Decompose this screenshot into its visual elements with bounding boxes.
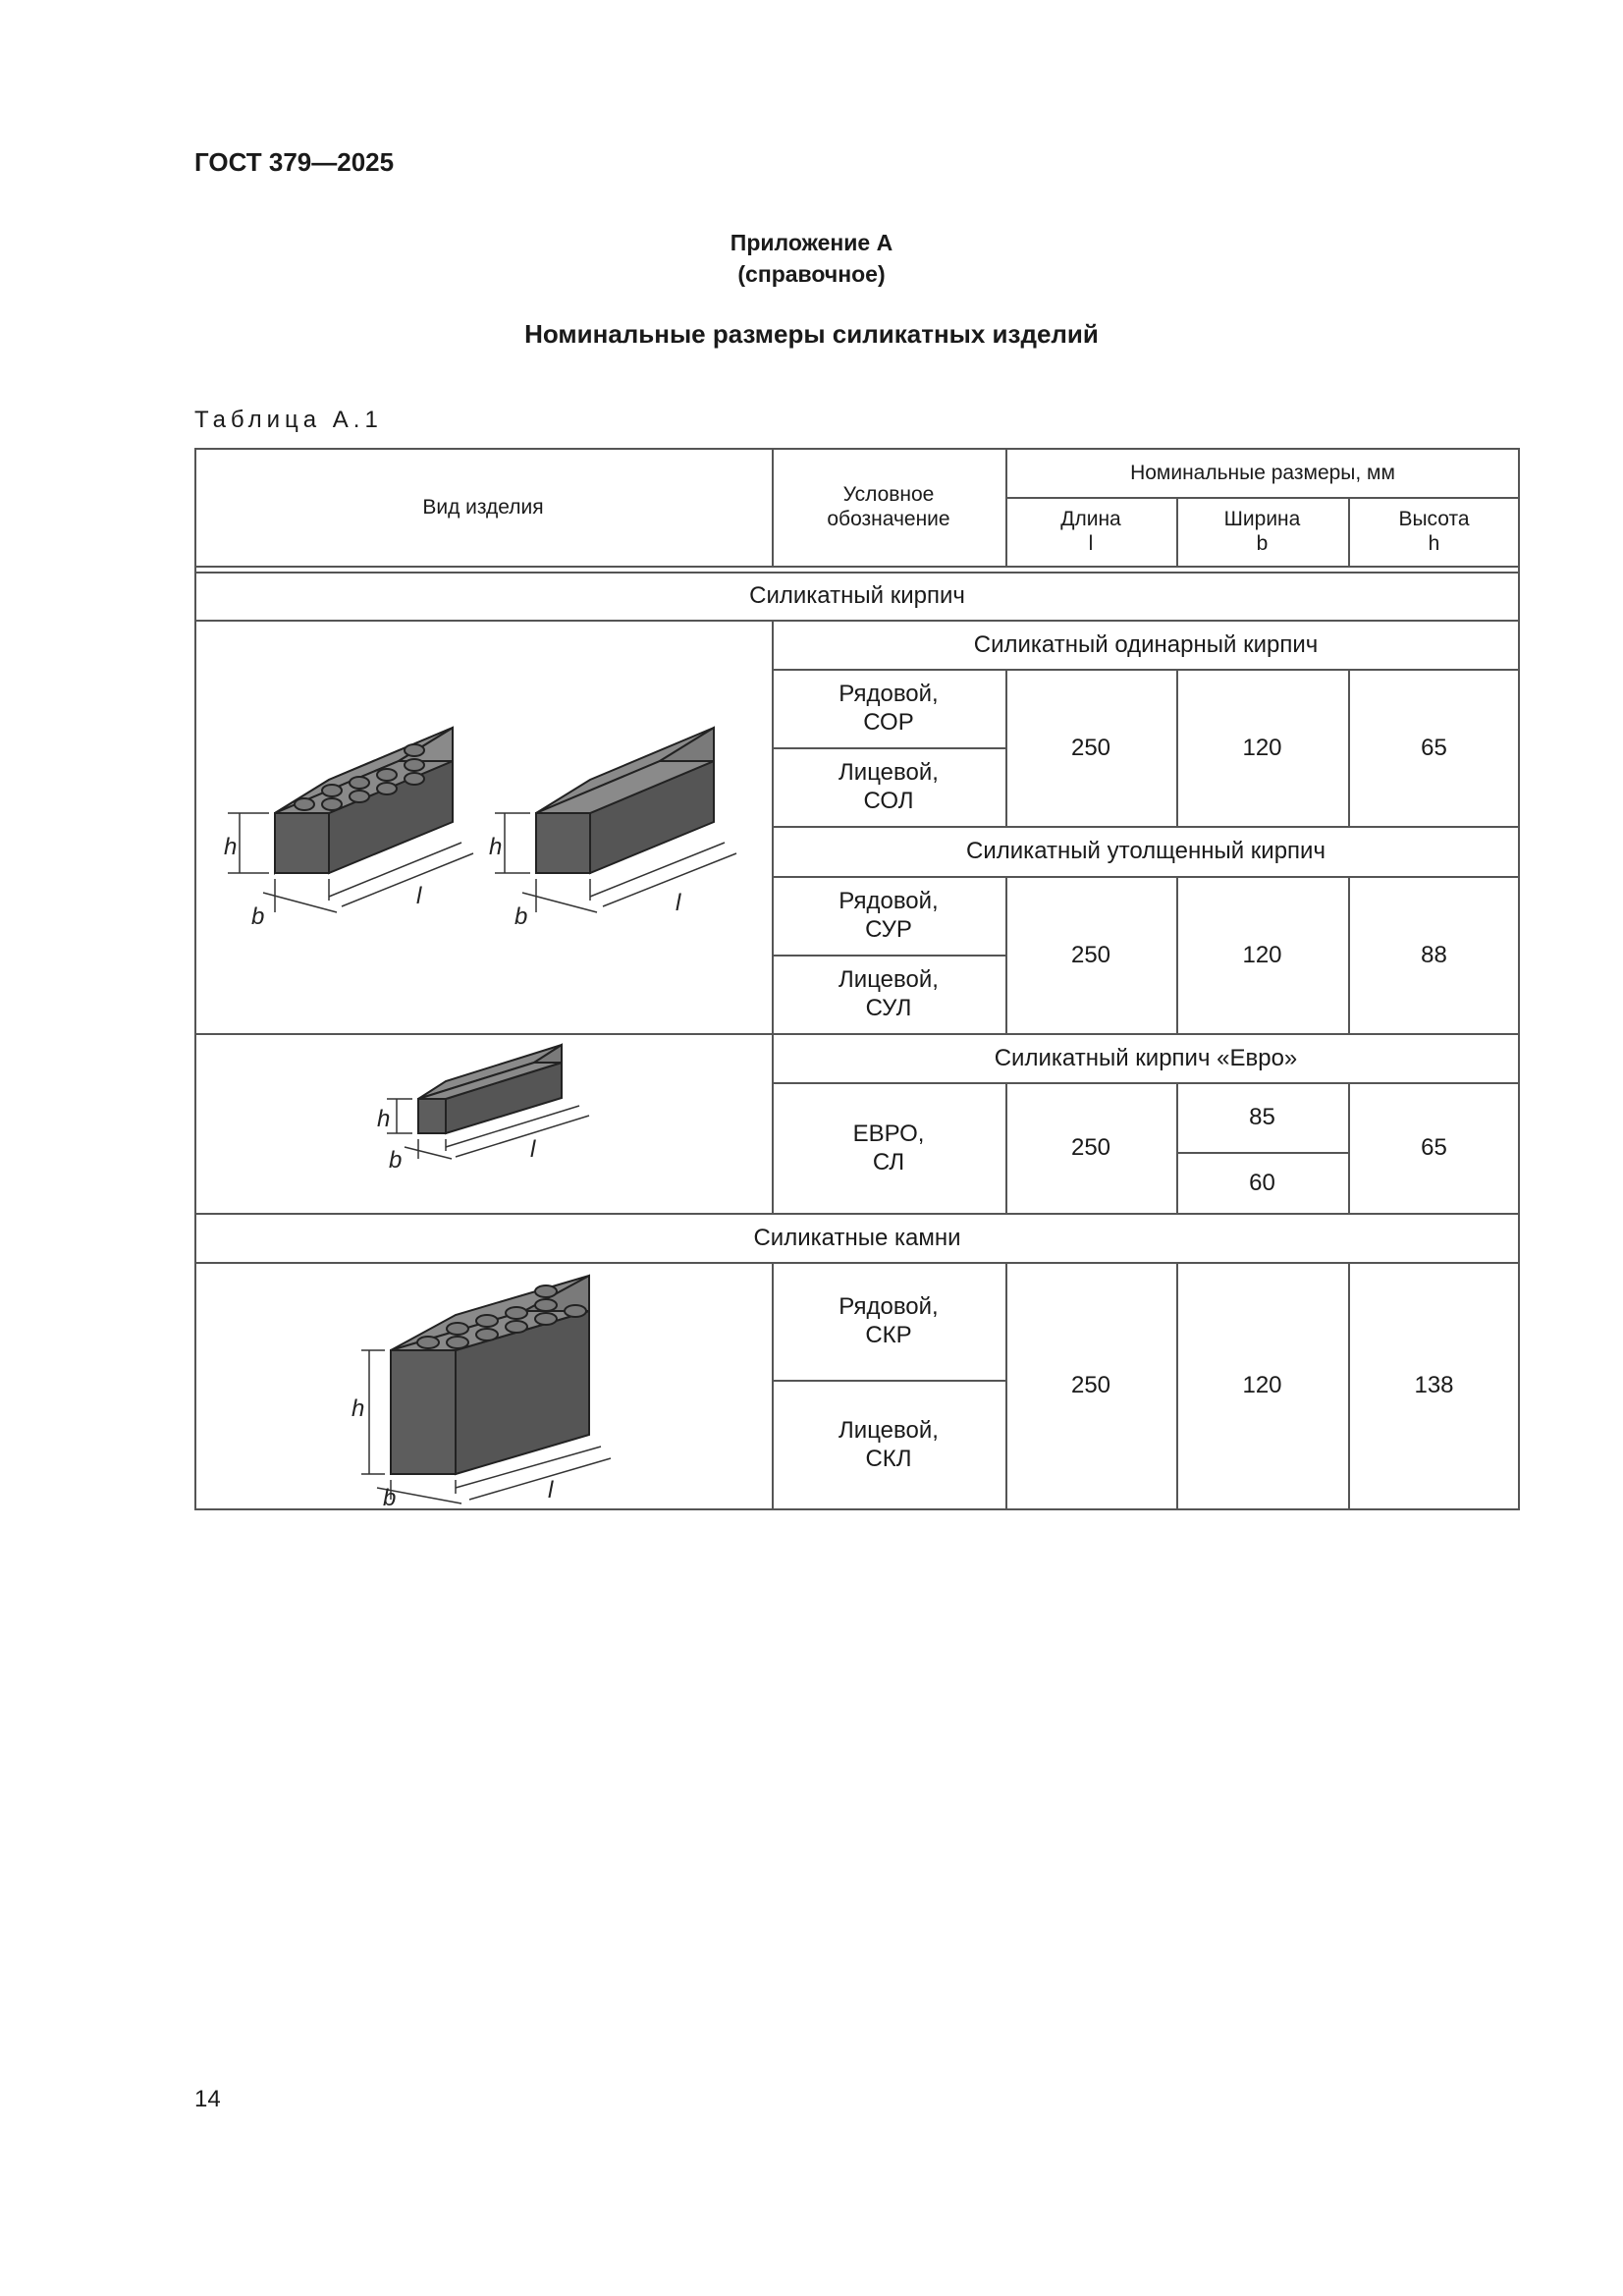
stone-label-b: b [383, 1485, 397, 1507]
euro-brick-width-b: 60 [1249, 1169, 1275, 1196]
euro-brick-label-h: h [377, 1106, 391, 1132]
euro-brick-end [418, 1099, 446, 1133]
hollow-brick-label-b: b [251, 903, 265, 930]
single-brick-row-facing: Лицевой, СОЛ [839, 759, 939, 814]
euro-brick-length: 250 [1070, 1134, 1111, 1161]
annex-type: (справочное) [737, 261, 886, 287]
section-title: Номинальные размеры силикатных изделий [524, 319, 1099, 349]
thick-brick-length: 250 [1070, 941, 1111, 968]
stone-height: 138 [1414, 1372, 1454, 1398]
stone-row-ordinary: Рядовой, СКР [839, 1293, 939, 1348]
solid-brick-label-b: b [514, 903, 528, 930]
euro-brick-height: 65 [1421, 1134, 1447, 1161]
stone-end [391, 1350, 456, 1474]
thick-brick-row-facing: Лицевой, СУЛ [839, 966, 939, 1021]
euro-brick-figure [194, 1035, 772, 1212]
table-caption: Таблица А.1 [194, 407, 383, 433]
table-rule [194, 566, 1520, 568]
section-stones: Силикатные камни [753, 1224, 961, 1251]
header-length: Длина l [1060, 508, 1121, 555]
thick-brick-title: Силикатный утолщенный кирпич [966, 838, 1325, 864]
euro-brick-code: ЕВРО, СЛ [852, 1120, 925, 1175]
stone-row-facing: Лицевой, СКЛ [839, 1416, 939, 1472]
hollow-brick-label-h: h [224, 834, 238, 860]
thick-brick-width: 120 [1242, 941, 1282, 968]
single-brick-height: 65 [1421, 734, 1447, 761]
single-brick-row-ordinary: Рядовой, СОР [839, 681, 939, 736]
hollow-brick-label-l: l [416, 883, 422, 909]
solid-brick-label-h: h [489, 834, 503, 860]
section-brick: Силикатный кирпич [749, 582, 965, 609]
solid-brick-end [536, 813, 590, 873]
single-brick-length: 250 [1070, 734, 1111, 761]
single-thick-brick-figure [194, 622, 772, 1032]
euro-brick-label-b: b [389, 1147, 403, 1174]
table-border-bottom [194, 1508, 1520, 1510]
euro-brick-label-l: l [530, 1136, 536, 1163]
page-number: 14 [194, 2086, 221, 2112]
stone-label-h: h [352, 1395, 365, 1422]
header-width: Ширина b [1223, 508, 1301, 555]
header-product: Вид изделия [422, 495, 544, 519]
header-designation: Условное обозначение [827, 483, 950, 530]
stone-figure [194, 1264, 772, 1507]
euro-brick-title: Силикатный кирпич «Евро» [994, 1044, 1298, 1071]
single-brick-title: Силикатный одинарный кирпич [973, 630, 1319, 658]
document-code: ГОСТ 379—2025 [194, 147, 395, 177]
euro-brick-width-a: 85 [1249, 1104, 1275, 1130]
annex-heading [0, 227, 1623, 290]
stone-width: 120 [1242, 1372, 1282, 1398]
header-height: Высота h [1398, 508, 1470, 555]
solid-brick-label-l: l [676, 890, 681, 916]
thick-brick-row-ordinary: Рядовой, СУР [839, 888, 939, 943]
header-dims-group: Номинальные размеры, мм [1130, 461, 1395, 484]
thick-brick-height: 88 [1421, 941, 1447, 968]
annex-title: Приложение А [730, 230, 893, 255]
stone-length: 250 [1070, 1372, 1111, 1398]
dimensions-table [194, 448, 1520, 1510]
single-brick-width: 120 [1242, 734, 1282, 761]
stone-label-l: l [548, 1477, 554, 1503]
